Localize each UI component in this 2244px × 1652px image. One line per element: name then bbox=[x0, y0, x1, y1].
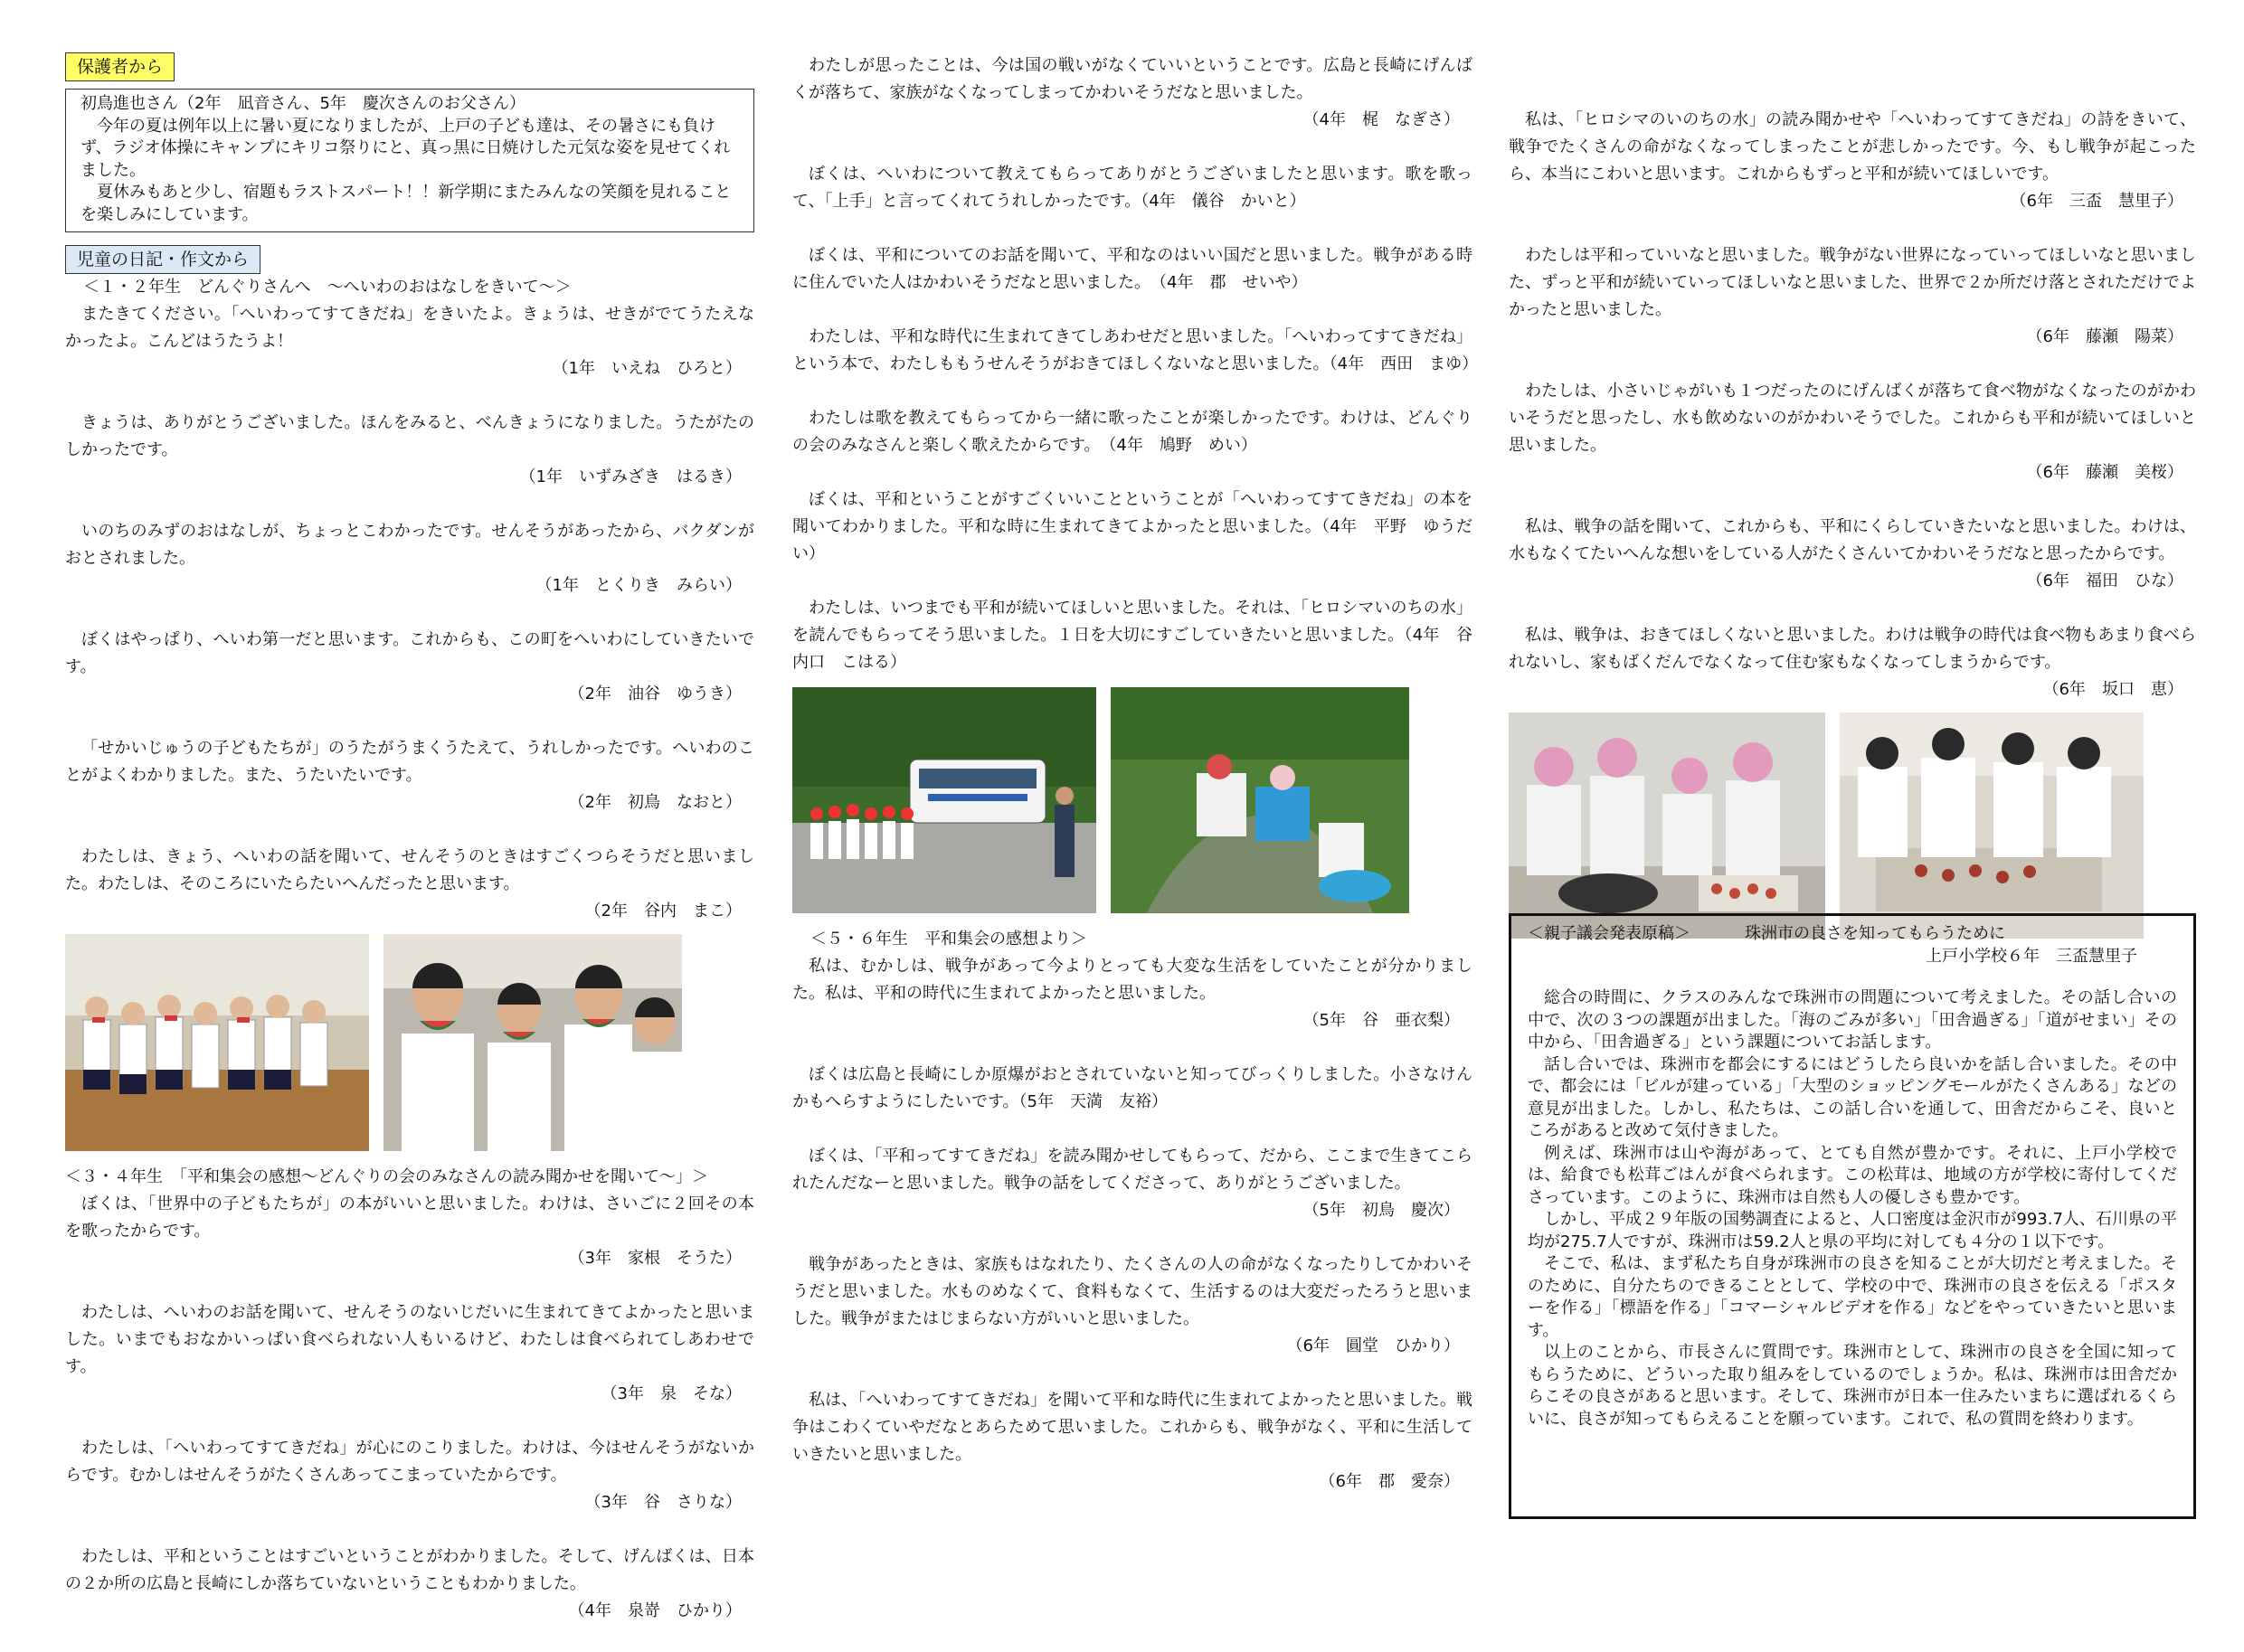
essay bbox=[792, 953, 1472, 1034]
essay-text: わたしは、小さいじゃがいも１つだったのにげんばくが落ちて食べ物がなくなったのがかわいそうだと思ったし、水も飲めないのがかわいそうでした。これからも平和が続いてほしいと思いました。 bbox=[1509, 382, 2196, 455]
essay-author: （3年 谷 さりな） bbox=[584, 1493, 742, 1512]
essay-author: （2年 油谷 ゆうき） bbox=[568, 684, 742, 703]
essay bbox=[1509, 107, 2196, 215]
essay-text: ぼくは、「世界中の子どもたちが」の本がいいと思いました。わけは、さいごに２回その本を歌ったからです。 bbox=[65, 1194, 754, 1241]
essay bbox=[792, 1387, 1472, 1496]
essay bbox=[65, 1435, 754, 1516]
parent-message-2: 夏休みもあと少し、宿題もラストスパート！！新学期にまたみんなの笑顔を見れることを楽しみにしています。 bbox=[80, 183, 732, 224]
essay-text: ぼくは、へいわについて教えてもらってありがとうございましたと思います。歌を歌って、「上手」と言ってくれてうれしかったです。（4年 儀谷 かいと） bbox=[792, 165, 1472, 211]
essay-text: 私は、むかしは、戦争があって今よりとっても大変な生活をしていたことが分かりました。私は、平和の時代に生まれてよかったと思いました。 bbox=[792, 957, 1472, 1003]
essay-text: わたしは歌を教えてもらってから一緒に歌ったことが楽しかったです。わけは、どんぐりの会のみなさんと楽しく歌えたからです。 （4年 鳩野 めい） bbox=[792, 409, 1472, 455]
essay-text: ぼくは、平和についてのお話を聞いて、平和なのはいい国だと思いました。戦争がある時に住んでいた人はかわいそうだなと思いました。 （4年 郡 せいや） bbox=[792, 246, 1472, 292]
grade12-heading: ＜１・２年生 どんぐりさんへ ～へいわのおはなしをきいて～＞ bbox=[83, 278, 572, 297]
speech-title: 珠洲市の良さを知ってもらうために bbox=[1745, 924, 2005, 943]
column-right bbox=[1509, 52, 2196, 951]
essay bbox=[792, 1251, 1472, 1360]
column-left bbox=[65, 52, 754, 1652]
parent-name: 初鳥進也さん（2年 凪音さん、5年 慶次さんのお父さん） bbox=[80, 94, 525, 113]
essay bbox=[792, 595, 1472, 676]
essay-text: いのちのみずのおはなしが、ちょっとこわかったです。せんそうがあったから、バクダンがおとされました。 bbox=[65, 522, 754, 568]
essay bbox=[792, 161, 1472, 215]
speech-paragraph: 以上のことから、市長さんに質問です。珠洲市として、珠洲市の良さを全国に知ってもらうために、どういった取り組みをしているのでしょうか。私は、珠洲市は田舎だからこその良さがあると思います。そして、珠洲市が日本一住みたいまちに選ばれるくらいに、良さが知ってもらえることを願っています。これで、私の質問を終わります。 bbox=[1528, 1343, 2177, 1429]
essay bbox=[792, 1143, 1472, 1224]
speech-paragraph: そこで、私は、まず私たち自身が珠洲市の良さを知ることが大切だと考えました。そのために、自分たちのできることとして、学校の中で、珠洲市の良さを伝える「ポスターを作る」「標語を作る」「コマーシャルビデオを作る」などをやっていきたいと思います。 bbox=[1528, 1254, 2177, 1340]
essay bbox=[1509, 378, 2196, 486]
essay-author: （3年 泉 そな） bbox=[601, 1384, 742, 1403]
essay-text: わたしは、きょう、へいわの話を聞いて、せんそうのときはすごくつらそうだと思いました。わたしは、そのころにいたらたいへんだったと思います。 bbox=[65, 847, 754, 893]
essay bbox=[792, 242, 1472, 297]
essay bbox=[65, 627, 754, 708]
photo-children-bus bbox=[792, 687, 1096, 913]
photo-row-watermelon bbox=[65, 934, 754, 1151]
essay bbox=[792, 405, 1472, 459]
essay-text: 「せかいじゅうの子どもたちが」のうたがうまくうたえて、うれしかったです。へいわのことがよくわかりました。また、うたいたいです。 bbox=[65, 739, 754, 785]
essay-author: （4年 泉嵜 ひかり） bbox=[568, 1601, 742, 1620]
photo-children-stream bbox=[1111, 687, 1409, 913]
essay bbox=[1509, 514, 2196, 595]
essay-text: 私は、「ヒロシマのいのちの水」の読み聞かせや「へいわってすてきだね」の詩をきいて、戦争でたくさんの命がなくなってしまったことが悲しかったです。今、もし戦争が起こったら、本当にこわいと思います。これからもずっと平和が続いてほしいです。 bbox=[1509, 110, 2196, 184]
speech-author: 上戸小学校６年 三盃慧里子 bbox=[1926, 946, 2137, 966]
essay-text: ぼくは、「平和ってすてきだね」を読み聞かせしてもらって、だから、ここまで生きてこられたんだなーと思いました。戦争の話をしてくださって、ありがとうございました。 bbox=[792, 1147, 1472, 1193]
speech-paragraph: しかし、平成２９年版の国勢調査によると、人口密度は金沢市が993.7人、石川県の平均が275.7人ですが、珠洲市は59.2人と県の平均に対しても４分の１以下です。 bbox=[1528, 1210, 2177, 1251]
essay bbox=[792, 324, 1479, 378]
essay-text: わたしが思ったことは、今は国の戦いがなくていいということです。広島と長崎にげんばくが落ちて、家族がなくなってしまってかわいそうだなと思いました。 bbox=[792, 56, 1472, 102]
essay bbox=[65, 1191, 754, 1272]
essay-author: （3年 家根 そうた） bbox=[568, 1249, 742, 1268]
essay-text: 私は、戦争は、おきてほしくないと思いました。わけは戦争の時代は食べ物もあまり食べられないし、家もばくだんでなくなって住む家もなくなってしまうからです。 bbox=[1509, 626, 2196, 672]
essay-text: ぼくはやっぱり、へいわ第一だと思います。これからも、この町をへいわにしていきたいです。 bbox=[65, 630, 754, 676]
speech-title-row bbox=[1528, 923, 2177, 946]
essay bbox=[65, 1543, 754, 1625]
photo-children-cooking-1 bbox=[1509, 713, 1825, 939]
photo-row-cooking bbox=[1509, 713, 2196, 939]
essay-author: （6年 福田 ひな） bbox=[2026, 571, 2183, 590]
essay bbox=[65, 410, 754, 491]
essay-author: （5年 谷 亜衣梨） bbox=[1302, 1011, 1460, 1030]
essay-author: （6年 藤瀬 美桜） bbox=[2026, 463, 2183, 482]
speech-paragraph: 話し合いでは、珠洲市を都会にするにはどうしたら良いかを話し合いました。その中で、都会には「ビルが建っている」「大型のショッピングモールがたくさんある」などの意見が出ました。しかし、私たちは、この話し合いを通して、田舎だからこそ、良いところがあると改めて気付きました。 bbox=[1528, 1054, 2177, 1140]
essay-text: 戦争があったときは、家族もはなれたり、たくさんの人の命がなくなったりしてかわいそうだと思いました。水ものめなくて、食料もなくて、生活するのは大変だったろうと思いました。戦争がまたはじまらない方がいいと思いました。 bbox=[792, 1255, 1472, 1328]
essay-text: 私は、戦争の話を聞いて、これからも、平和にくらしていきたいなと思いました。わけは、水もなくてたいへんな想いをしている人がたくさんいてかわいそうだなと思ったからです。 bbox=[1509, 517, 2196, 563]
essay bbox=[792, 52, 1472, 134]
essay-text: わたしは平和っていいなと思いました。戦争がない世界になっていってほしいなと思いました、ずっと平和が続いていってほしいなと思いました、世界で２か所だけ落とされただけでよかったと思いました。 bbox=[1509, 246, 2196, 319]
essay-text: わたしは、いつまでも平和が続いてほしいと思いました。それは、「ヒロシマいのちの水」を読んでもらってそう思いました。１日を大切にすごしていきたいと思いました。（4年 谷内口 こはる） bbox=[792, 599, 1472, 672]
essay-author: （6年 三盃 慧里子） bbox=[2010, 192, 2183, 211]
essay bbox=[1509, 622, 2196, 703]
essay-author: （4年 梶 なぎさ） bbox=[1302, 110, 1460, 129]
essay-author: （1年 とくりき みらい） bbox=[535, 576, 742, 595]
essay-author: （1年 いえね ひろと） bbox=[552, 359, 742, 378]
essay-author: （6年 坂口 恵） bbox=[2042, 680, 2183, 699]
essay-text: 私は、「へいわってすてきだね」を聞いて平和な時代に生まれてよかったと思いました。戦争はこわくていやだなとあらためて思いました。これからも、戦争がなく、平和に生活していきたいと思いました。 bbox=[792, 1391, 1472, 1464]
essay bbox=[65, 301, 754, 382]
essay-author: （6年 圓堂 ひかり） bbox=[1286, 1336, 1460, 1355]
essay-text: ぼくは広島と長崎にしか原爆がおとされていないと知ってびっくりしました。小さなけんかもへらすようにしたいです。（5年 天満 友裕） bbox=[792, 1065, 1472, 1111]
photo-children-watermelon-2 bbox=[383, 934, 682, 1151]
essay-author: （2年 谷内 まこ） bbox=[584, 902, 742, 920]
essay-text: またきてください。「へいわってすてきだね」をきいたよ。きょうは、せきがでてうたえなかったよ。こんどはうたうよ！ bbox=[65, 305, 754, 351]
essay bbox=[792, 486, 1472, 568]
essay-text: わたしは、「へいわってすてきだね」が心にのこりました。わけは、今はせんそうがないからです。むかしはせんそうがたくさんあってこまっていたからです。 bbox=[65, 1439, 754, 1485]
grade56-heading: ＜５・６年生 平和集会の感想より＞ bbox=[810, 930, 1087, 949]
essay-author: （2年 初鳥 なおと） bbox=[568, 793, 742, 812]
parents-section-label: 保護者から bbox=[65, 52, 175, 81]
essay bbox=[65, 1299, 754, 1408]
parent-message-box bbox=[65, 89, 754, 232]
photo-children-cooking-2 bbox=[1840, 713, 2144, 939]
speech-paragraph: 総合の時間に、クラスのみんなで珠洲市の問題について考えました。その話し合いの中で、次の３つの課題が出ました。「海のごみが多い」「田舎過ぎる」「道がせまい」その中から、「田舎過ぎる」という課題についてお話します。 bbox=[1528, 988, 2177, 1052]
essay-text: わたしは、へいわのお話を聞いて、せんそうのないじだいに生まれてきてよかったと思いました。いまでもおなかいっぱい食べられない人もいるけど、わたしは食べられてしあわせです。 bbox=[65, 1303, 754, 1376]
essay-text: ぼくは、平和ということがすごくいいことということが「へいわってすてきだね」の本を聞いてわかりました。平和な時に生まれてきてよかったと思いました。（4年 平野 ゆうだい） bbox=[792, 490, 1472, 563]
photo-row-outdoor bbox=[792, 687, 1472, 913]
photo-children-watermelon-1 bbox=[65, 934, 369, 1151]
essay bbox=[792, 1062, 1472, 1116]
parent-message-1: 今年の夏は例年以上に暑い夏になりましたが、上戸の子ども達は、その暑さにも負けず、ラジオ体操にキャンプにキリコ祭りにと、真っ黒に日焼けした元気な姿を見せてくれました。 bbox=[80, 116, 731, 180]
essay-author: （5年 初鳥 慶次） bbox=[1302, 1201, 1460, 1220]
essay bbox=[65, 518, 754, 599]
essay bbox=[65, 844, 754, 925]
essay-author: （6年 郡 愛奈） bbox=[1319, 1472, 1460, 1491]
grade34-heading: ＜３・４年生 「平和集会の感想～どんぐりの会のみなさんの読み聞かせを聞いて～」＞ bbox=[65, 1167, 708, 1186]
essay-author: （1年 いずみざき はるき） bbox=[519, 467, 742, 486]
speech-label: ＜親子議会発表原稿＞ bbox=[1528, 924, 1690, 943]
essay-author: （6年 藤瀬 陽菜） bbox=[2026, 327, 2183, 346]
essay bbox=[65, 735, 754, 817]
essay bbox=[1509, 242, 2196, 351]
essay-text: きょうは、ありがとうございました。ほんをみると、べんきょうになりました。うたがたのしかったです。 bbox=[65, 413, 754, 459]
essay-text: わたしは、平和ということはすごいということがわかりました。そして、げんばくは、日本の２か所の広島と長崎にしか落ちていないということもわかりました。 bbox=[65, 1547, 754, 1593]
essay-text: わたしは、平和な時代に生まれてきてしあわせだと思いました。「へいわってすてきだね」という本で、わたしももうせんそうがおきてほしくないなと思いました。（4年 西田 まゆ） bbox=[792, 327, 1479, 373]
column-middle bbox=[792, 52, 1479, 1523]
diary-section-label: 児童の日記・作文から bbox=[65, 245, 260, 274]
speech-manuscript-box bbox=[1509, 913, 2196, 1519]
speech-paragraph: 例えば、珠洲市は山や海があって、とても自然が豊かです。それに、上戸小学校では、給食でも松茸ごはんが食べられます。この松茸は、地域の方が学校に寄付してくださっています。このように、珠洲市は自然も人の優しさも豊かです。 bbox=[1528, 1143, 2177, 1207]
